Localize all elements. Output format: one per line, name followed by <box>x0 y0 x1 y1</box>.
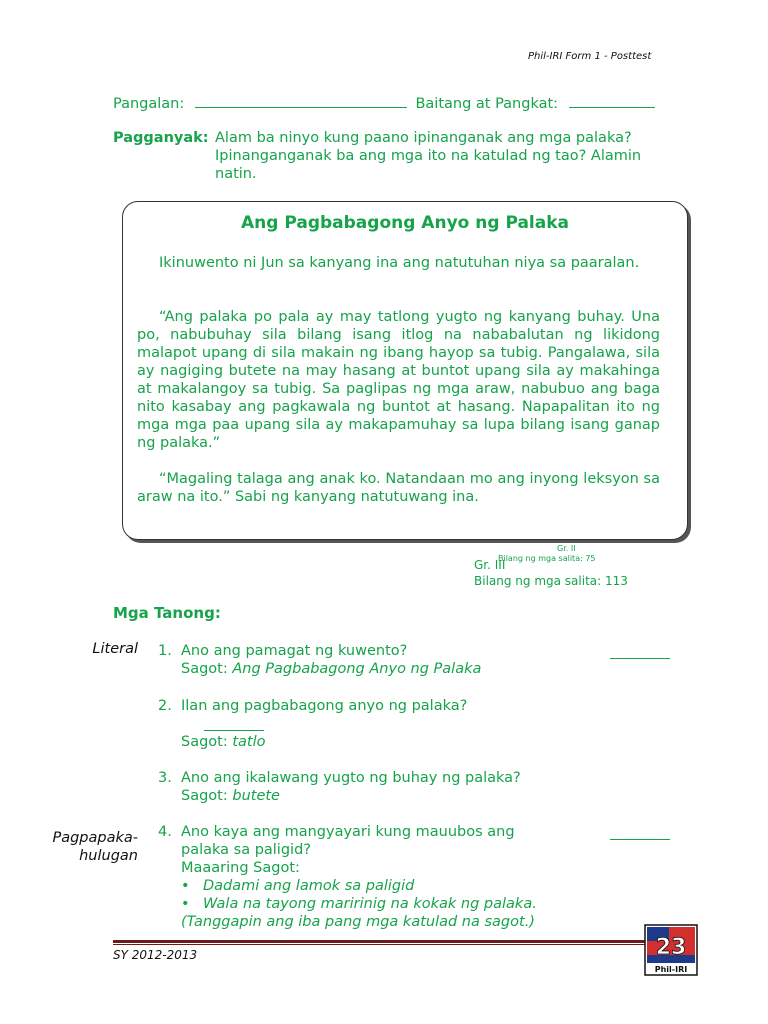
bullet-item: • Dadami ang lamok sa paligid <box>181 878 415 894</box>
phil-iri-logo-icon <box>643 924 699 976</box>
bullet-text: Wala na tayong maririnig na kokak ng palaka. <box>203 896 537 912</box>
name-field[interactable] <box>195 93 407 108</box>
grade-section-label: Baitang at Pangkat: <box>415 96 559 112</box>
footer-rule <box>113 940 647 943</box>
story-paragraph-1: Ikinuwento ni Jun sa kanyang ina ang natutuhan niya sa paaralan. <box>159 255 640 271</box>
question-text: Ilan ang pagbabagong anyo ng palaka? <box>181 698 468 714</box>
question-1 <box>158 642 598 682</box>
score-line-4[interactable] <box>610 838 670 840</box>
grade-info <box>474 557 628 589</box>
answer-text: Ang Pagbabagong Anyo ng Palaka <box>232 661 482 677</box>
score-line-1[interactable] <box>610 657 670 659</box>
question-text: Ano ang ikalawang yugto ng buhay ng palaka? <box>181 770 521 786</box>
question-number: 4. <box>158 824 172 840</box>
word-count-overlay-small: Bilang ng mga salita: 75 <box>498 554 596 563</box>
question-text-line2: palaka sa paligid? <box>181 842 311 858</box>
grade-section-field[interactable] <box>569 93 655 108</box>
form-tag: Phil-IRI Form 1 - Posttest <box>528 51 652 62</box>
question-3 <box>158 769 598 809</box>
question-number: 2. <box>158 698 172 714</box>
story-paragraph-3: “Magaling talaga ang anak ko. Natandaan mo ang inyong leksyon sa araw na ito.” Sabi ng kanyang natutuwang ina. <box>137 471 660 505</box>
logo-text: Phil-IRI <box>654 965 688 974</box>
phil-iri-logo <box>643 924 699 976</box>
question-number: 3. <box>158 770 172 786</box>
bullet-text: Dadami ang lamok sa paligid <box>203 878 415 894</box>
story-box <box>122 201 688 540</box>
logo-number: 23 <box>655 935 687 960</box>
question-text: Ano ang pamagat ng kuwento? <box>181 643 408 659</box>
answer-prefix: Sagot: <box>181 734 228 750</box>
answer-prefix: Sagot: <box>181 788 228 804</box>
question-text-line1: Ano kaya ang mangyayari kung mauubos ang <box>181 824 515 840</box>
interpretive-label-line1: Pagpapaka- <box>52 830 138 846</box>
score-line-2[interactable] <box>204 729 264 731</box>
answer-note: (Tanggapin ang iba pang mga katulad na sagot.) <box>181 914 535 930</box>
question-2 <box>158 697 598 753</box>
story-paragraph-2: “Ang palaka po pala ay may tatlong yugto ng kanyang buhay. Una po, nabubuhay sila bilang isang itlog na nababalutan ng likidong malapot upang di sila makain ng ibang hayop sa tubig. Pangalawa, sila ay nagiging butete na may hasang at buntot upang sila ay makahinga at makalangoy sa tubig. Sa paglipas ng mga araw, nabubuo ang baga nito kasabay ang pagkawala ng buntot at hasang. Napapalitan ito ng mga mga paa upang sila ay makapamuhay sa lupa bilang isang ganap ng palaka.” <box>137 309 660 451</box>
answer-line <box>181 733 266 751</box>
answer-text: butete <box>232 788 280 804</box>
grade-overlay-small: Gr. II <box>557 544 576 553</box>
answer-text: tatlo <box>232 734 266 750</box>
answer-line <box>181 787 280 805</box>
possible-answer-label: Maaaring Sagot: <box>181 860 300 876</box>
question-number: 1. <box>158 643 172 659</box>
interpretive-label-line2: hulugan <box>79 848 138 864</box>
questions-heading: Mga Tanong: <box>113 604 221 622</box>
question-4 <box>158 823 598 933</box>
answer-prefix: Sagot: <box>181 661 228 677</box>
literal-label: Literal <box>92 641 138 657</box>
school-year: SY 2012-2013 <box>113 948 198 962</box>
motivation-text: Alam ba ninyo kung paano ipinanganak ang mga palaka? Ipinanganganak ba ang mga ito na katulad ng tao? Alamin natin. <box>215 130 642 182</box>
student-info-row <box>113 93 655 112</box>
answer-line <box>181 660 481 678</box>
name-label: Pangalan: <box>113 96 185 112</box>
grade-level: Gr. III <box>474 558 506 572</box>
bullet-item: • Wala na tayong maririnig na kokak ng palaka. <box>181 896 537 912</box>
story-title: Ang Pagbabagong Anyo ng Palaka <box>241 213 569 233</box>
motivation-label: Pagganyak: <box>113 130 209 146</box>
footer-rule-thin <box>113 944 647 945</box>
word-count: Bilang ng mga salita: 113 <box>474 574 628 588</box>
interpretive-label <box>40 829 138 865</box>
